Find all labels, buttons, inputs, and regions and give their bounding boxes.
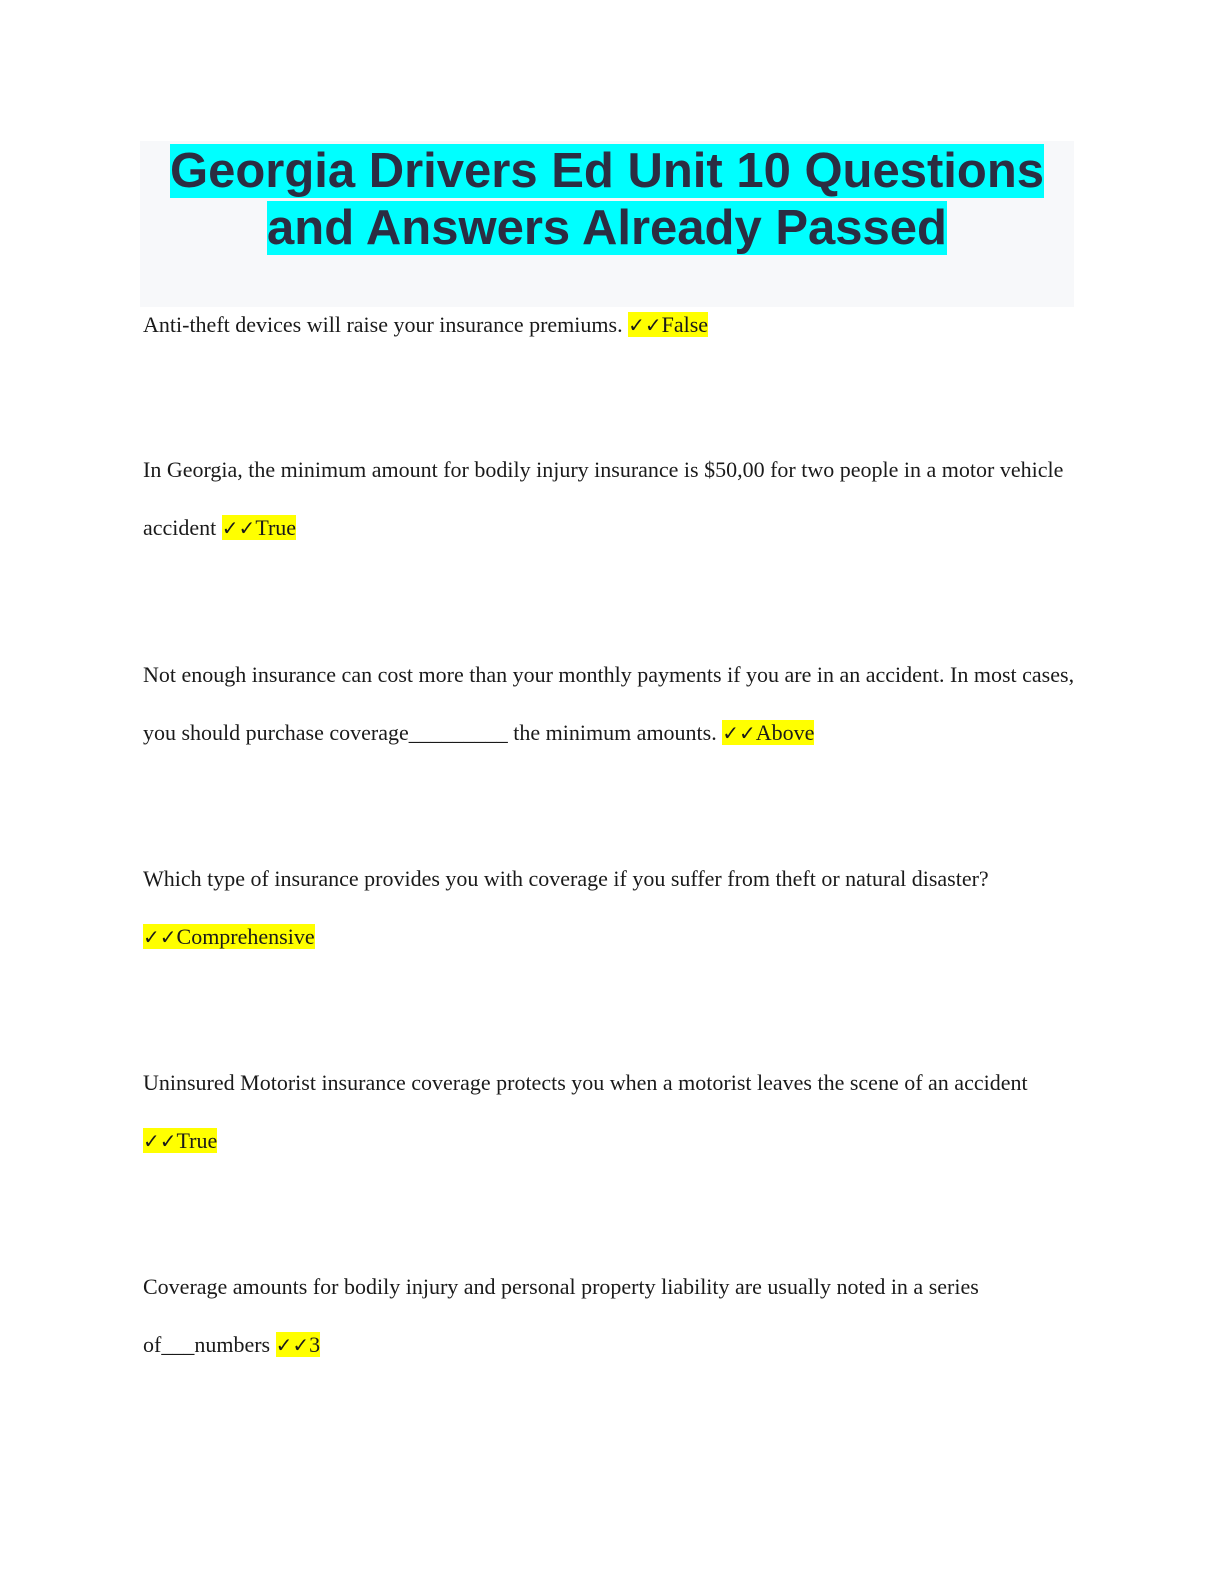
title-line-2: and Answers Already Passed	[267, 201, 947, 255]
answer-text: True	[255, 515, 297, 540]
question-text: Coverage amounts for bodily injury and personal property liability are usually noted in a series of___numbers	[143, 1274, 979, 1357]
qa-item	[143, 850, 1083, 966]
double-check-icon: ✓✓	[221, 516, 256, 540]
answer-highlight	[628, 312, 708, 337]
double-check-icon: ✓✓	[143, 925, 177, 949]
qa-item	[143, 1258, 1083, 1374]
answer-highlight	[143, 1128, 217, 1153]
question-text: In Georgia, the minimum amount for bodily injury insurance is $50,00 for two people in a motor vehicle accident	[143, 457, 1064, 540]
answer-text: False	[661, 312, 709, 337]
qa-item	[143, 441, 1083, 557]
answer-highlight	[276, 1332, 321, 1357]
answer-text: Comprehensive	[176, 924, 315, 949]
double-check-icon: ✓✓	[722, 721, 756, 745]
answer-highlight	[722, 720, 814, 745]
answer-text: True	[176, 1128, 218, 1153]
title-block	[140, 141, 1074, 307]
qa-item	[143, 1054, 1083, 1170]
question-text: Anti-theft devices will raise your insurance premiums.	[143, 312, 629, 337]
title-line-1: Georgia Drivers Ed Unit 10 Questions	[169, 144, 1045, 198]
answer-highlight	[143, 924, 315, 949]
double-check-icon: ✓✓	[143, 1129, 177, 1153]
document-title	[140, 141, 1074, 257]
answer-highlight	[222, 515, 296, 540]
question-text: Not enough insurance can cost more than your monthly payments if you are in an accident. In most cases, you should purchase coverage_________ the minimum amounts.	[143, 662, 1075, 745]
answer-text: 3	[309, 1332, 321, 1357]
answer-text: Above	[755, 720, 815, 745]
double-check-icon: ✓✓	[628, 313, 662, 337]
question-text: Which type of insurance provides you with coverage if you suffer from theft or natural disaster?	[143, 866, 989, 891]
qa-item	[143, 646, 1083, 762]
question-text: Uninsured Motorist insurance coverage protects you when a motorist leaves the scene of an accident	[143, 1070, 1028, 1095]
double-check-icon: ✓✓	[275, 1333, 310, 1357]
qa-item	[143, 296, 1083, 354]
